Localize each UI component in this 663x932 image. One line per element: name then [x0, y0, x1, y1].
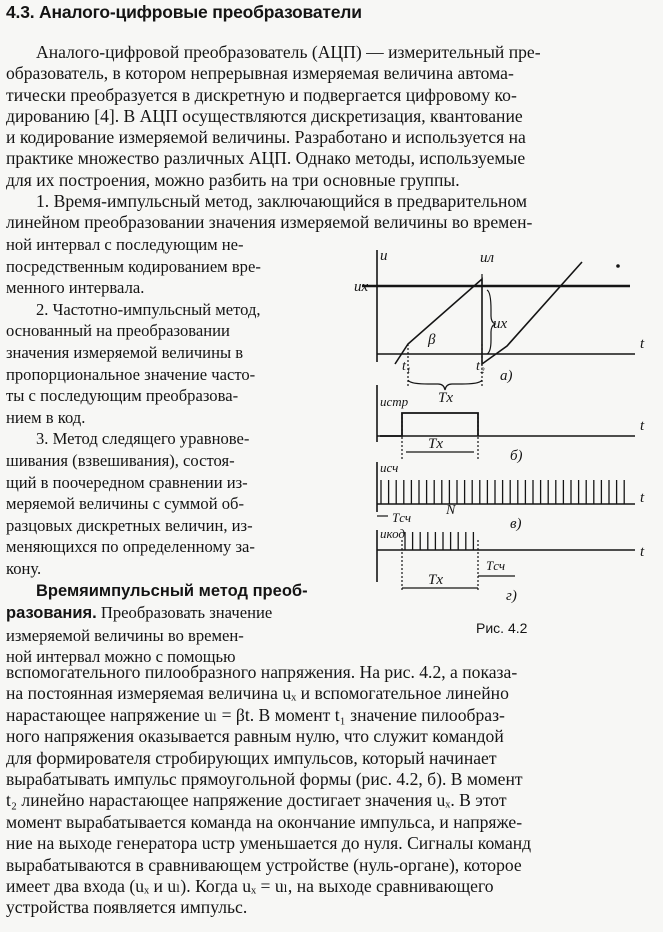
text-line: 3. Метод следящего уравнове- [36, 429, 250, 449]
text-line: момент вырабатывается команда на окончание импульса, и напряже- [6, 811, 523, 832]
label-tsch-c: Tсч [392, 510, 412, 525]
text-line: 1. Время-импульсный метод, заключающийся в предварительном [36, 191, 528, 212]
text-line: ной интервал можно с помощью [6, 647, 236, 667]
label-panel-a: а) [500, 368, 513, 384]
bottom-paragraph [6, 662, 658, 919]
text-line: устройства появляется импульс. [6, 897, 248, 918]
text-line: нием в код. [6, 407, 86, 427]
label-panel-c: в) [510, 516, 522, 532]
label-ukod: uкод [380, 526, 405, 541]
text-line: ние на выходе генератора uстр уменьшается до нуля. Сигналы команд [6, 833, 532, 854]
text-line: образователь, в котором непрерывная измеряемая величина автома- [6, 63, 514, 84]
label-t-a: t [640, 336, 645, 352]
text-line: менного интервала. [6, 278, 145, 298]
text-line: дированию [4]. В АЦП осуществляются дискретизация, квантование [6, 105, 523, 126]
text-line: вырабатывать импульс прямоугольной формы (рис. 4.2, б). В момент [6, 769, 523, 790]
label-tx-d: Tх [428, 572, 443, 588]
text-line: для их построения, можно разбить на три основные группы. [6, 169, 460, 190]
text-line: линейном преобразовании значения измеряемой величины во времен- [6, 212, 533, 233]
label-n: N [446, 503, 456, 518]
section-title: 4.3. Аналого-цифровые преобразователи [6, 2, 362, 22]
code-pulses [405, 532, 473, 550]
label-ustr: uстр [380, 394, 409, 409]
left-column [6, 234, 336, 668]
label-tx-b: Tх [428, 436, 443, 452]
text-line: вырабатываются в сравнивающем устройстве (нуль-органе), которое [6, 854, 522, 875]
text-line: значения измеряемой величины в [6, 342, 244, 362]
text-line: ной интервал с последующим не- [6, 235, 244, 254]
text-line: практике множество различных АЦП. Однако методы, используемые [6, 148, 526, 169]
intro-paragraph [6, 42, 656, 234]
label-ux-right: uх [493, 316, 508, 332]
label-tsch-d: Tсч [486, 558, 506, 573]
text-line: щий в поочередном сравнении из- [6, 472, 248, 492]
text-line: шивания (взвешивания), состоя- [6, 450, 235, 470]
text-line: вспомогательного пилообразного напряжения. На рис. 4.2, а показа- [6, 662, 518, 682]
text-line: ного напряжения оказывается равным нулю, что служит командой [6, 726, 504, 747]
text-line: посредственным кодированием вре- [6, 256, 261, 276]
text-line: измеряемой величины во времен- [6, 625, 244, 645]
text-line: основанный на преобразовании [6, 321, 230, 341]
text-line: разцовых дискретных величин, из- [6, 515, 253, 535]
text-line: Аналого-цифровой преобразователь (АЦП) — измерительный пре- [36, 42, 541, 62]
label-t-c: t [640, 490, 645, 506]
figure-caption: Рис. 4.2 [476, 620, 528, 636]
text-line: на постоянная измеряемая величина uₓ и вспомогательное линейно [6, 683, 509, 704]
label-panel-b: б) [510, 448, 523, 464]
sawtooth-line [395, 262, 582, 364]
text-line: нарастающее напряжение uₗ = βt. В момент t₁ значение пилообраз- [6, 704, 505, 725]
label-tx-a: Tх [438, 390, 453, 406]
clock-pulses [381, 480, 624, 504]
text-line: и кодирование измеряемой величины. Разработано и используется на [6, 127, 526, 148]
text-line: меняющихся по определенному за- [6, 537, 255, 557]
text-line: тически преобразуется в дискретную и подвергается цифровому ко- [6, 84, 517, 105]
label-t-d: t [640, 544, 645, 560]
text-line: для формирователя стробирующих импульсов, который начинает [6, 747, 497, 768]
label-usch: uсч [380, 460, 399, 475]
label-ux: uх [354, 279, 369, 295]
text-line: имеет два входа (uₓ и uₗ). Когда uₓ = uₗ, на выходе сравнивающего [6, 876, 494, 897]
label-beta: β [428, 332, 436, 348]
text-line: t₂ линейно нарастающее напряжение достигает значения uₓ. В этот [6, 790, 507, 811]
text-line: кону. [6, 558, 42, 578]
label-panel-d: г) [506, 588, 517, 604]
text-line: ты с последующим преобразова- [6, 386, 239, 406]
label-ul: uл [480, 250, 495, 266]
label-t2: t₂ [476, 359, 485, 374]
text-line: 2. Частотно-импульсный метод, [36, 299, 261, 319]
figure-4-2 [350, 240, 660, 640]
strobe-pulse [380, 413, 478, 436]
label-u: u [380, 248, 388, 264]
label-t-b: t [640, 418, 645, 434]
subsection-heading: Времяимпульсный метод преоб- [36, 581, 308, 600]
text-line: пропорциональное значение часто- [6, 364, 256, 384]
label-t1: t₁ [402, 359, 411, 374]
text-line: меряемой величины с суммой об- [6, 494, 244, 514]
text-line: разования. Преобразовать значение [6, 603, 273, 623]
